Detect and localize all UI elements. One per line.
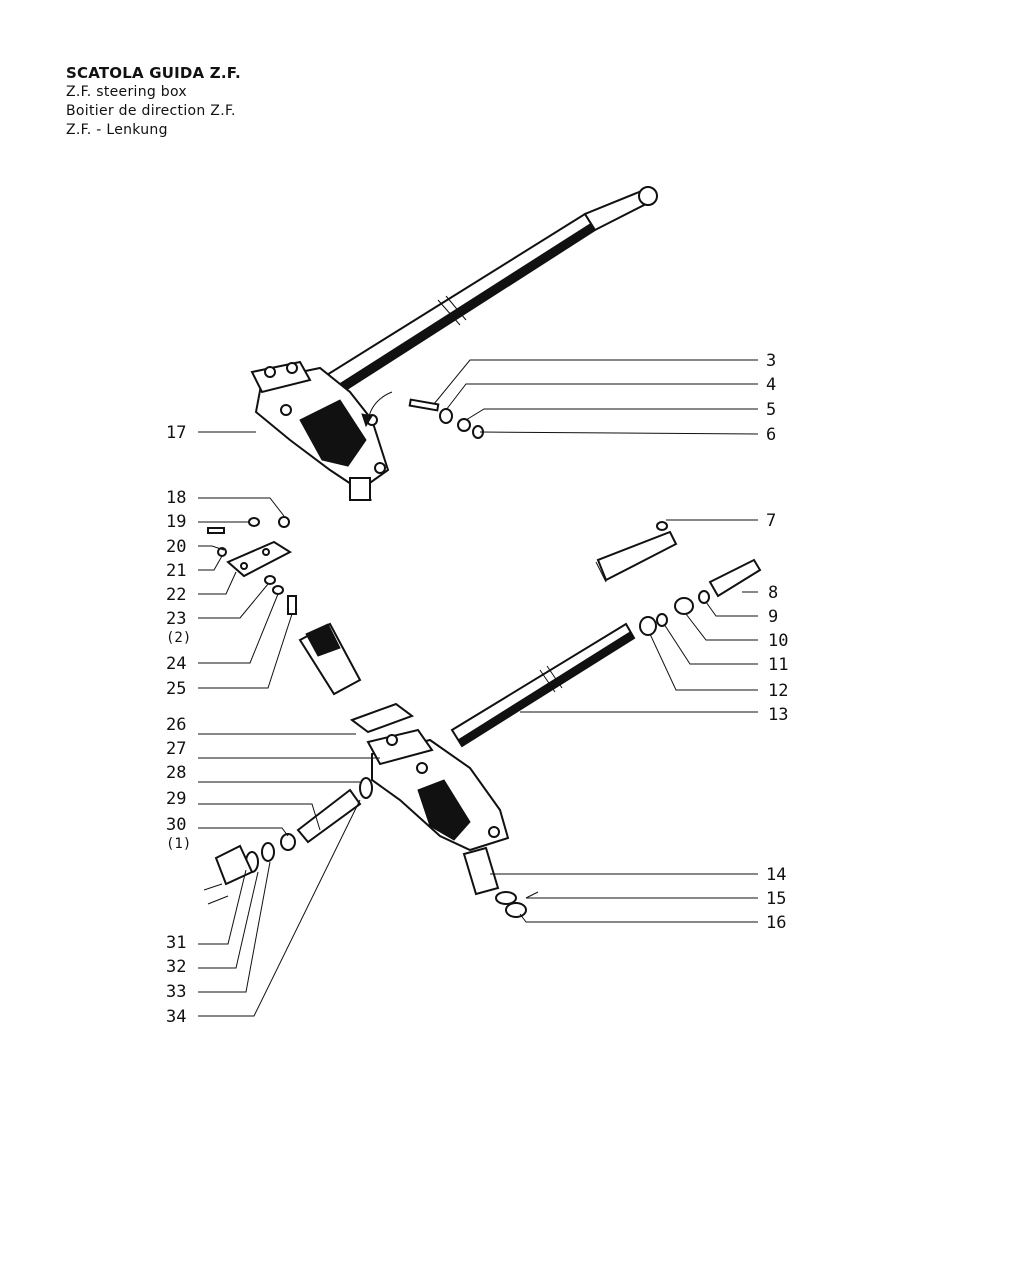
spring-10 [675, 598, 693, 614]
callout-29: 29 [166, 789, 187, 809]
callout-labels [166, 351, 788, 1027]
column-end-nut [639, 187, 657, 205]
ring-28 [360, 778, 372, 798]
seal-15 [496, 892, 516, 904]
leader-lines [198, 360, 758, 1016]
shim-33 [262, 843, 274, 861]
callout-22: 22 [166, 585, 187, 605]
washer-9 [699, 591, 709, 603]
bush-14 [464, 848, 498, 894]
callout-4: 4 [766, 375, 777, 395]
assembled-steering-box [252, 187, 657, 500]
callout-6: 6 [766, 425, 777, 445]
callout-17: 17 [166, 423, 187, 443]
callout-8: 8 [768, 583, 779, 603]
callout-30-note: (1) [166, 836, 192, 852]
callout-34: 34 [166, 1007, 187, 1027]
callout-5: 5 [766, 400, 777, 420]
callout-21: 21 [166, 561, 187, 581]
column-shading [330, 224, 595, 396]
sector-shaft-output [350, 478, 370, 500]
callout-12: 12 [768, 681, 789, 701]
washer-23a [265, 576, 275, 584]
cover-22 [228, 542, 290, 576]
callout-28: 28 [166, 763, 187, 783]
callout-26: 26 [166, 715, 187, 735]
adjuster-screw-24 [288, 596, 296, 614]
title-english: Z.F. steering box [66, 84, 188, 100]
callout-9: 9 [768, 607, 779, 627]
title-italian: SCATOLA GUIDA Z.F. [66, 64, 241, 82]
callout-19: 19 [166, 512, 187, 532]
callout-27: 27 [166, 739, 187, 759]
callout-11: 11 [768, 655, 789, 675]
callout-7: 7 [766, 511, 777, 531]
washer-4 [440, 409, 452, 423]
callout-23: 23 [166, 609, 187, 629]
callout-14: 14 [766, 865, 787, 885]
callout-23-note: (2) [166, 630, 192, 646]
cap-16 [506, 903, 526, 917]
callout-20: 20 [166, 537, 187, 557]
callout-3: 3 [766, 351, 777, 371]
callout-31: 31 [166, 933, 187, 953]
key-7 [657, 522, 667, 530]
screw-20 [208, 528, 224, 533]
bolt-3 [410, 400, 439, 411]
title-german: Z.F. - Lenkung [66, 122, 168, 138]
title-french: Boitier de direction Z.F. [66, 103, 236, 119]
sleeve-8 [710, 560, 760, 596]
callout-13: 13 [768, 705, 789, 725]
callout-30: 30 [166, 815, 187, 835]
bearing-12 [640, 617, 656, 635]
callout-32: 32 [166, 957, 187, 977]
callout-16: 16 [766, 913, 787, 933]
bearing-30 [281, 834, 295, 850]
callout-24: 24 [166, 654, 187, 674]
ring-11 [657, 614, 667, 626]
exploded-steering-box [204, 517, 760, 917]
callout-25: 25 [166, 679, 187, 699]
bolt-washer-group-3-6 [410, 400, 483, 438]
callout-33: 33 [166, 982, 187, 1002]
column-end-detail [598, 532, 676, 580]
lock-washer-5 [458, 419, 470, 431]
washer-23b [273, 586, 283, 594]
end-cover-31 [216, 846, 252, 884]
callout-15: 15 [766, 889, 787, 909]
plug-18 [279, 517, 289, 527]
nut-19 [249, 518, 259, 526]
callout-10: 10 [768, 631, 789, 651]
gasket-26 [352, 704, 412, 732]
callout-18: 18 [166, 488, 187, 508]
worm-shaft-29 [298, 790, 360, 842]
